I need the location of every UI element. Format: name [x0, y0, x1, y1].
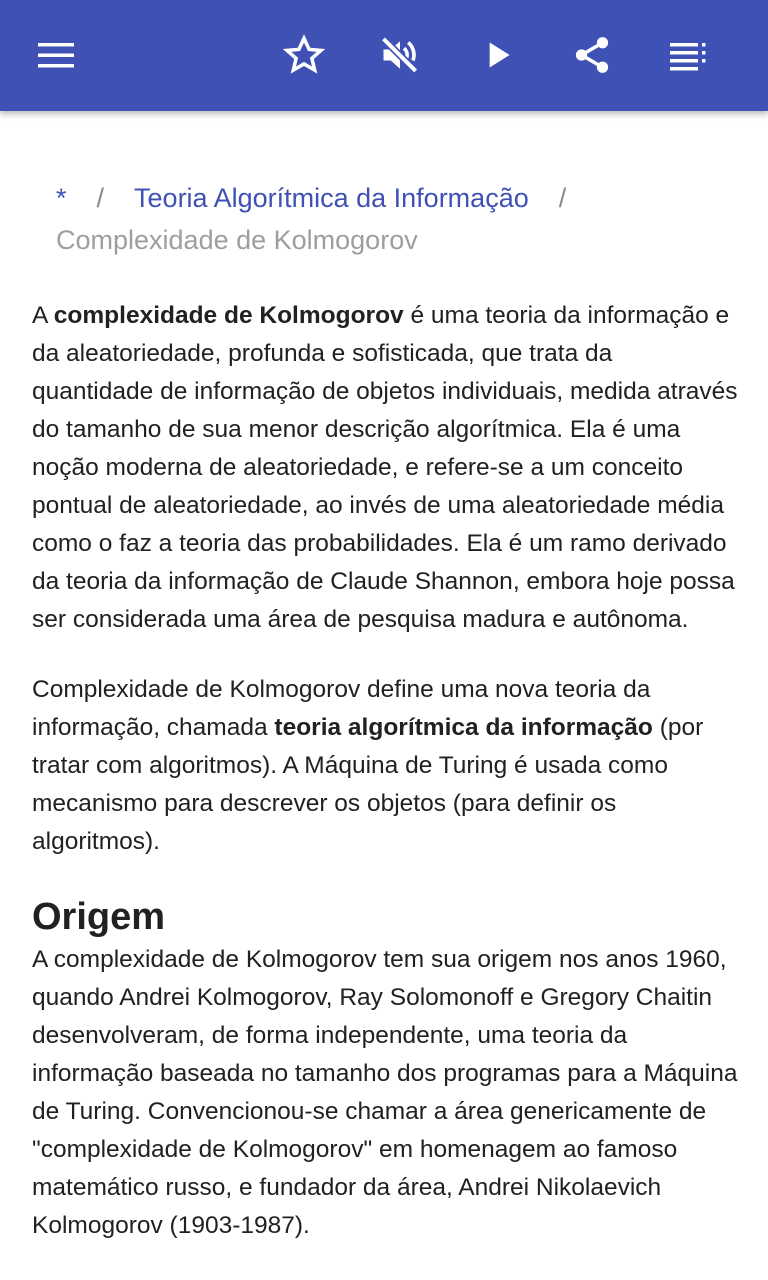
- app-bar: [0, 0, 768, 111]
- text-run: é uma teoria da informação e da aleatoriedade, profunda e sofisticada, que trata da quantidade de informação de objetos individuais, medida através do tamanho de sua menor descrição algorítmica. Ela é uma noção moderna de aleatoriedade, e refere-se a um conceito pontual de aleatoriedade, ao invés de uma aleatoriedade média como o faz a teoria das probabilidades. Ela é um ramo derivado da teoria da informação de Claude Shannon, embora hoje possa ser considerada uma área de pesquisa madura e autônoma.: [32, 302, 738, 633]
- paragraph-origin: A complexidade de Kolmogorov tem sua origem nos anos 1960, quando Andrei Kolmogorov, Ray Solomonoff e Gregory Chaitin desenvolveram, de forma independente, uma teoria da informação baseada no tamanho dos programas para a Máquina de Turing. Convencionou-se chamar a área genericamente de "complexidade de Kolmogorov" em homenagem ao famoso matemático russo, e fundador da área, Andrei Nikolaevich Kolmogorov (1903-1987).: [32, 946, 738, 1239]
- paragraph-definition: [32, 671, 738, 861]
- paragraph-intro: [32, 297, 738, 639]
- breadcrumb-home-link[interactable]: *: [56, 183, 67, 213]
- text-run: Complexidade de Kolmogorov define uma nova teoria da informação, chamada: [32, 676, 651, 741]
- text-run: (por tratar com algoritmos). A Máquina de Turing é usada como mecanismo para descrever os objetos (para definir os algoritmos).: [32, 714, 704, 855]
- share-icon[interactable]: [564, 27, 620, 83]
- bold-term: teoria algorítmica da informação: [274, 714, 653, 741]
- breadcrumb-parent-link[interactable]: Teoria Algorítmica da Informação: [134, 183, 529, 213]
- article-content: [0, 111, 768, 1280]
- article-body: [32, 297, 738, 1277]
- bold-term: complexidade de Kolmogorov: [53, 302, 404, 329]
- volume-off-icon[interactable]: [372, 27, 428, 83]
- breadcrumb-separator: /: [558, 183, 567, 213]
- breadcrumb-current: Complexidade de Kolmogorov: [56, 225, 418, 255]
- menu-icon[interactable]: [28, 27, 84, 83]
- section-heading: Origem: [32, 896, 166, 938]
- breadcrumb: [56, 177, 736, 261]
- breadcrumb-separator: /: [96, 183, 105, 213]
- text-run: A: [32, 302, 54, 329]
- playlist-icon[interactable]: [660, 27, 716, 83]
- star-outline-icon[interactable]: [276, 27, 332, 83]
- play-icon[interactable]: [470, 27, 526, 83]
